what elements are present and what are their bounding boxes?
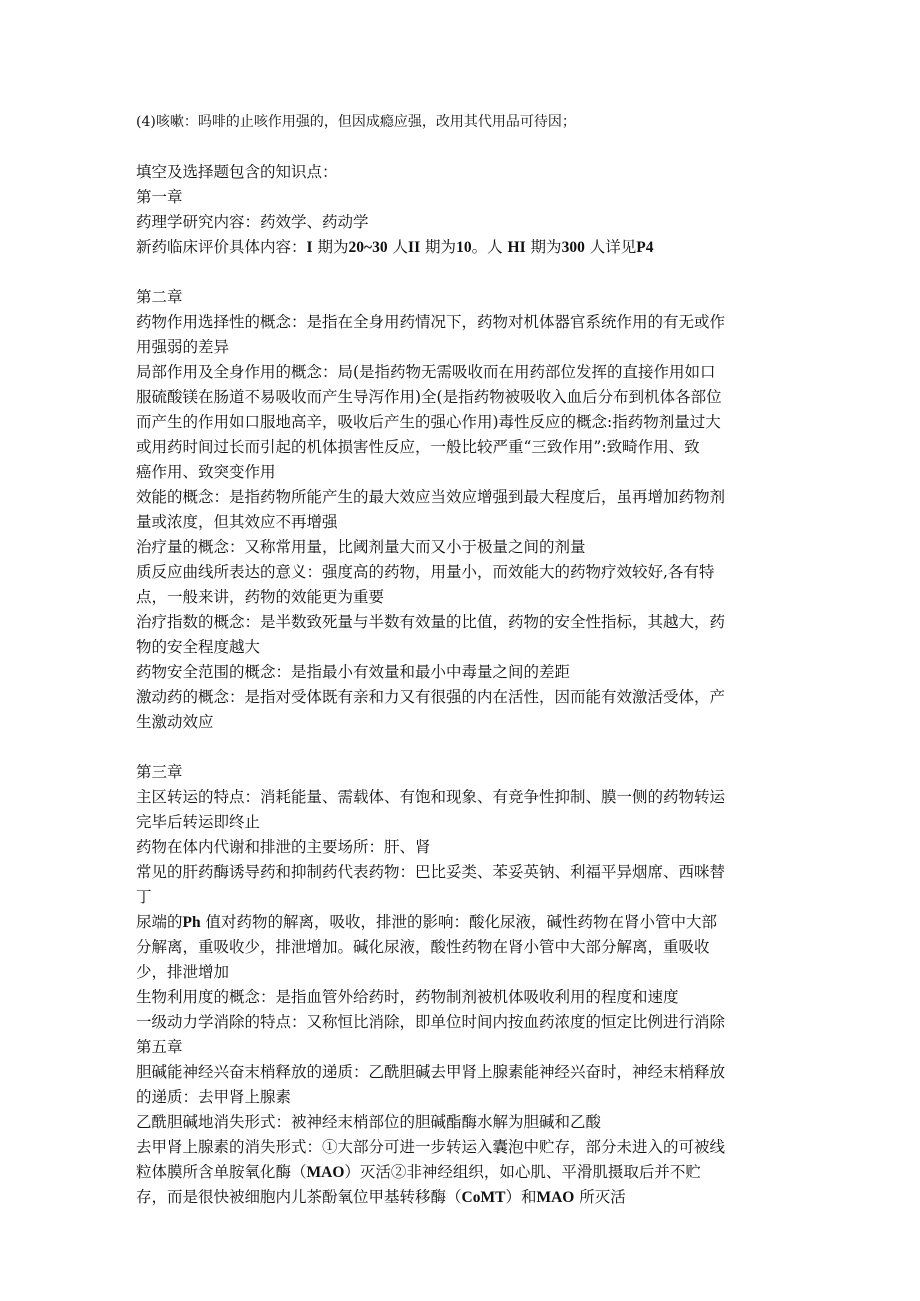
ch5-line: 的递质：去甲肾上腺素 xyxy=(136,1088,292,1106)
text-run: 所灭活 xyxy=(579,1188,626,1206)
bold-run: Ph xyxy=(182,914,201,931)
bold-run: HI xyxy=(507,239,526,256)
ch2-line: 或用药时间过长而引起的机体损害性反应，一般比较严重“三致作用”:致畸作用、致 xyxy=(136,438,700,456)
ch2-line: 而产生的作用如口服地高辛，吸收后产生的强心作用)毒性反应的概念:指药物剂量过大 xyxy=(136,413,721,431)
chapter-2-title: 第二章 xyxy=(136,288,183,306)
text-run: ）灭活②非神经组织，如心肌、平滑肌摄取后并不贮 xyxy=(344,1163,701,1181)
ch2-line: 癌作用、致突变作用 xyxy=(136,463,276,481)
bold-run: P4 xyxy=(636,239,654,256)
ch2-line: 局部作用及全身作用的概念：局(是指药物无需吸收而在用药部位发挥的直接作用如口 xyxy=(136,363,716,381)
section-heading: 填空及选择题包含的知识点： xyxy=(136,163,338,181)
ch5-comt-line xyxy=(136,1185,796,1210)
chapter-3-title: 第三章 xyxy=(136,763,183,781)
text-run: 粒体膜所含单胺氧化酶（ xyxy=(136,1163,307,1181)
spacer xyxy=(136,260,796,285)
ch3-line: 完毕后转运即终止 xyxy=(136,813,261,831)
ch3-line: 生物利用度的概念：是指血管外给药时，药物制剂被机体吸收利用的程度和速度 xyxy=(136,988,679,1006)
text-run: 。人 xyxy=(471,238,503,256)
ch2-line: 物的安全程度越大 xyxy=(136,638,261,656)
text-run: 期为 xyxy=(425,238,457,256)
ch3-line: 主区转运的特点：消耗能量、需载体、有饱和现象、有竞争性抑制、膜一侧的药物转运 xyxy=(136,788,726,806)
text-run: 期为 xyxy=(530,238,562,256)
ch1-line-2 xyxy=(136,235,796,260)
bold-run: I xyxy=(306,239,313,256)
text-run: 值对药物的解离，吸收，排泄的影响：酸化尿液，碱性药物在肾小管中大部 xyxy=(205,913,718,931)
ch3-line: 分解离，重吸收少，排泄增加。碱化尿液，酸性药物在肾小管中大部分解离，重吸收 xyxy=(136,938,710,956)
ch2-line: 药物作用选择性的概念：是指在全身用药情况下，药物对机体器官系统作用的有无或作 xyxy=(136,313,726,331)
text-run: 新药临床评价具体内容： xyxy=(136,238,307,256)
ch3-line: 常见的肝药酶诱导药和抑制药代表药物：巴比妥类、苯妥英钠、利福平异烟席、西咪替 xyxy=(136,863,726,881)
text-run: 期为 xyxy=(317,238,349,256)
ch5-line: 乙酰胆碱地消失形式：被神经末梢部位的胆碱酯酶水解为胆碱和乙酸 xyxy=(136,1113,602,1131)
chapter-5-title: 第五章 xyxy=(136,1038,183,1056)
ch5-line: 胆碱能神经兴奋末梢释放的递质：乙酰胆碱去甲肾上腺素能神经兴奋时，神经末梢释放 xyxy=(136,1063,726,1081)
document-page xyxy=(136,110,796,1210)
bold-run: CoMT xyxy=(461,1189,506,1206)
bold-run: 20~30 xyxy=(348,239,388,256)
bold-run: 300 xyxy=(561,239,585,256)
ch3-line: 药物在体内代谢和排泄的主要场所：肝、肾 xyxy=(136,838,431,856)
text-run: 存，而是很快被细胞内儿茶酚氧位甲基转移酶（ xyxy=(136,1188,462,1206)
ch2-line: 用强弱的差异 xyxy=(136,338,230,356)
ch2-line: 药物安全范围的概念：是指最小有效量和最小中毒量之间的差距 xyxy=(136,663,571,681)
text-run: ）和 xyxy=(505,1188,537,1206)
ch2-line: 治疗量的概念：又称常用量，比阈剂量大而又小于极量之间的剂量 xyxy=(136,538,586,556)
ch2-line: 量或浓度，但其效应不再增强 xyxy=(136,513,338,531)
ch2-line: 治疗指数的概念：是半数致死量与半数有效量的比值，药物的安全性指标，其越大，药 xyxy=(136,613,726,631)
ch3-line: 少，排泄增加 xyxy=(136,963,230,981)
ch1-line-1: 药理学研究内容：药效学、药动学 xyxy=(136,213,369,231)
ch3-ph-line xyxy=(136,910,796,935)
chapter-1-title: 第一章 xyxy=(136,188,183,206)
spacer xyxy=(136,135,796,160)
ch3-line: 丁 xyxy=(136,888,152,906)
ch2-line: 生激动效应 xyxy=(136,713,214,731)
bold-run: MAO xyxy=(306,1164,345,1181)
ch2-line: 效能的概念：是指药物所能产生的最大效应当效应增强到最大程度后，虽再增加药物剂 xyxy=(136,488,726,506)
text-run: 人详见 xyxy=(589,238,637,256)
ch2-line: 激动药的概念：是指对受体既有亲和力又有很强的内在活性，因而能有效激活受体，产 xyxy=(136,688,726,706)
ch2-line: 服硫酸镁在肠道不易吸收而产生导泻作用)全(是指药物被吸收入血后分布到机体各部位 xyxy=(136,388,722,406)
bold-run: MAO xyxy=(536,1189,575,1206)
ch5-line: 去甲肾上腺素的消失形式：①大部分可进一步转运入囊泡中贮存，部分未进入的可被线 xyxy=(136,1138,726,1156)
bold-run: 10 xyxy=(456,239,472,256)
text-run: 尿端的 xyxy=(136,913,183,931)
ch2-line: 质反应曲线所表达的意义：强度高的药物，用量小，而效能大的药物疗效较好,各有特 xyxy=(136,563,715,581)
intro-line: (4)咳嗽：吗啡的止咳作用强的，但因成瘾应强，改用其代用品可待因； xyxy=(136,114,576,130)
text-run: 人 xyxy=(392,238,409,256)
ch5-mao-line xyxy=(136,1160,796,1185)
bold-run: II xyxy=(408,239,421,256)
ch2-line: 点，一般来讲，药物的效能更为重要 xyxy=(136,588,385,606)
spacer xyxy=(136,735,796,760)
ch3-line: 一级动力学消除的特点：又称恒比消除，即单位时间内按血药浓度的恒定比例进行消除 xyxy=(136,1013,726,1031)
